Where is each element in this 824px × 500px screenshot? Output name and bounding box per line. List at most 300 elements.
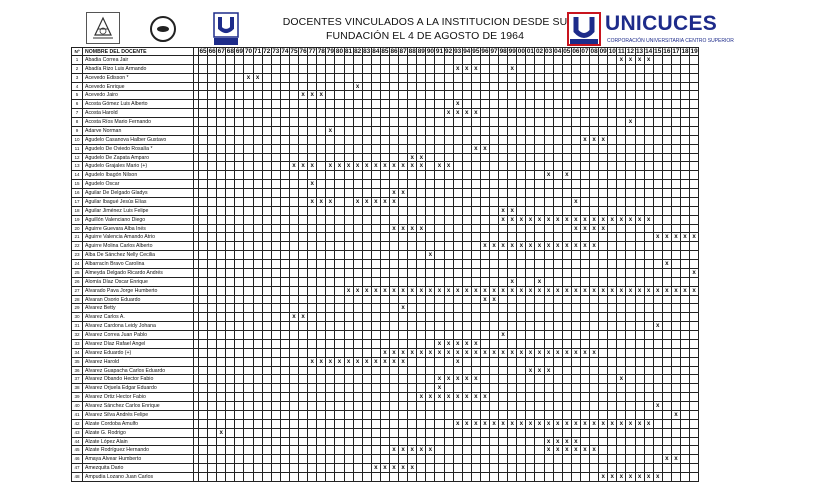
year-cell bbox=[345, 145, 354, 154]
year-cell bbox=[235, 384, 244, 393]
year-cell bbox=[390, 304, 399, 313]
year-mark: x bbox=[308, 198, 317, 207]
teacher-name: Alvarez Betty bbox=[83, 304, 194, 313]
year-cell bbox=[417, 207, 426, 216]
table-row bbox=[71, 100, 699, 109]
year-cell bbox=[363, 393, 372, 402]
year-cell bbox=[390, 375, 399, 384]
year-cell bbox=[426, 180, 435, 189]
year-cell bbox=[399, 127, 408, 136]
year-header: 79 bbox=[326, 48, 334, 55]
year-cell bbox=[326, 455, 335, 464]
year-cell bbox=[326, 180, 335, 189]
year-cell bbox=[581, 322, 590, 331]
year-cell bbox=[636, 393, 645, 402]
year-cell bbox=[317, 136, 326, 145]
year-mark: x bbox=[217, 429, 226, 438]
row-number: 21 bbox=[71, 233, 83, 242]
year-cell bbox=[217, 313, 226, 322]
year-cell bbox=[572, 278, 581, 287]
year-cell bbox=[554, 331, 563, 340]
year-cell bbox=[244, 100, 253, 109]
year-cell bbox=[435, 74, 444, 83]
year-cell bbox=[308, 340, 317, 349]
year-cell bbox=[244, 136, 253, 145]
year-cell bbox=[408, 367, 417, 376]
year-cell bbox=[608, 260, 617, 269]
year-cell bbox=[408, 313, 417, 322]
teacher-name: Alvarez Guapacha Carlos Eduardo bbox=[83, 367, 194, 376]
year-cell bbox=[244, 56, 253, 65]
year-cell bbox=[235, 136, 244, 145]
year-mark: x bbox=[572, 198, 581, 207]
year-cell bbox=[299, 74, 308, 83]
table-row bbox=[71, 207, 699, 216]
year-cell bbox=[617, 207, 626, 216]
year-cell bbox=[372, 269, 381, 278]
year-cell bbox=[381, 313, 390, 322]
year-header: 68 bbox=[226, 48, 234, 55]
year-cell bbox=[508, 304, 517, 313]
year-cell bbox=[645, 438, 654, 447]
year-cell bbox=[345, 331, 354, 340]
year-mark: x bbox=[390, 198, 399, 207]
year-cell bbox=[435, 304, 444, 313]
year-cell bbox=[499, 171, 508, 180]
year-cell bbox=[263, 402, 272, 411]
year-cell bbox=[299, 349, 308, 358]
teacher-name: Alvarez Carlos A. bbox=[83, 313, 194, 322]
year-cell bbox=[199, 367, 208, 376]
year-cell bbox=[481, 446, 490, 455]
year-cell bbox=[226, 136, 235, 145]
year-header: 71 bbox=[254, 48, 262, 55]
year-cell bbox=[526, 340, 535, 349]
year-cell bbox=[290, 402, 299, 411]
year-cell bbox=[681, 384, 690, 393]
year-cell bbox=[636, 65, 645, 74]
year-cell bbox=[235, 420, 244, 429]
year-cell bbox=[317, 171, 326, 180]
year-cell bbox=[545, 180, 554, 189]
year-cell bbox=[535, 56, 544, 65]
year-cell bbox=[226, 349, 235, 358]
year-cell bbox=[317, 189, 326, 198]
year-cell bbox=[199, 260, 208, 269]
year-header: 09 bbox=[599, 48, 607, 55]
year-cell bbox=[499, 304, 508, 313]
year-cell bbox=[435, 189, 444, 198]
year-cell bbox=[590, 278, 599, 287]
year-cell bbox=[254, 56, 263, 65]
year-cell bbox=[490, 367, 499, 376]
year-cell bbox=[326, 251, 335, 260]
year-cell bbox=[399, 145, 408, 154]
year-cell bbox=[235, 446, 244, 455]
year-cell bbox=[235, 74, 244, 83]
year-cell bbox=[645, 402, 654, 411]
year-cell bbox=[545, 100, 554, 109]
year-cell bbox=[445, 242, 454, 251]
year-cell bbox=[581, 473, 590, 482]
year-cell bbox=[663, 162, 672, 171]
year-cell bbox=[508, 225, 517, 234]
year-cell bbox=[526, 402, 535, 411]
year-cell bbox=[672, 473, 681, 482]
year-cell bbox=[390, 216, 399, 225]
table-row bbox=[71, 162, 699, 171]
year-cell bbox=[290, 331, 299, 340]
brand-name: UNICUCES bbox=[605, 12, 718, 35]
year-cell bbox=[326, 109, 335, 118]
year-cell bbox=[390, 207, 399, 216]
year-cell bbox=[426, 207, 435, 216]
year-cell bbox=[317, 367, 326, 376]
year-cell bbox=[454, 91, 463, 100]
year-cell bbox=[626, 233, 635, 242]
year-cell bbox=[290, 438, 299, 447]
year-mark: x bbox=[681, 287, 690, 296]
year-mark: x bbox=[435, 162, 444, 171]
year-cell bbox=[263, 446, 272, 455]
year-cell bbox=[244, 304, 253, 313]
year-cell bbox=[445, 411, 454, 420]
year-mark: x bbox=[572, 216, 581, 225]
year-cell bbox=[326, 216, 335, 225]
year-cell bbox=[254, 313, 263, 322]
table-row bbox=[71, 109, 699, 118]
year-cell bbox=[645, 171, 654, 180]
year-cell bbox=[254, 145, 263, 154]
year-cell bbox=[508, 411, 517, 420]
year-cell bbox=[281, 65, 290, 74]
year-cell bbox=[217, 56, 226, 65]
year-cell bbox=[317, 411, 326, 420]
year-cell bbox=[490, 189, 499, 198]
year-cell bbox=[290, 429, 299, 438]
teacher-name: Acevedo Edisson * bbox=[83, 74, 194, 83]
year-cell bbox=[408, 171, 417, 180]
year-cell bbox=[199, 322, 208, 331]
year-cell bbox=[535, 225, 544, 234]
year-cell bbox=[408, 207, 417, 216]
year-cell bbox=[426, 340, 435, 349]
year-cell bbox=[654, 411, 663, 420]
year-cell bbox=[399, 393, 408, 402]
year-cell bbox=[526, 83, 535, 92]
year-cell bbox=[654, 242, 663, 251]
year-cell bbox=[254, 331, 263, 340]
table-row bbox=[71, 74, 699, 83]
year-mark: x bbox=[563, 349, 572, 358]
year-cell bbox=[472, 136, 481, 145]
year-cell bbox=[363, 367, 372, 376]
year-cell bbox=[208, 198, 217, 207]
year-cell bbox=[363, 136, 372, 145]
row-number: 37 bbox=[71, 375, 83, 384]
year-cell bbox=[299, 233, 308, 242]
year-mark: x bbox=[654, 402, 663, 411]
year-cell bbox=[417, 402, 426, 411]
table-row bbox=[71, 251, 699, 260]
year-cell bbox=[663, 349, 672, 358]
teacher-name: Alvarez Cardona Leidy Johana bbox=[83, 322, 194, 331]
year-mark: x bbox=[499, 207, 508, 216]
teacher-name: Abadía Rizo Luis Armando bbox=[83, 65, 194, 74]
year-cell bbox=[445, 420, 454, 429]
year-cell bbox=[326, 242, 335, 251]
year-cell bbox=[445, 56, 454, 65]
year-cell bbox=[372, 446, 381, 455]
year-cell bbox=[599, 455, 608, 464]
year-cell bbox=[244, 260, 253, 269]
year-mark: x bbox=[426, 393, 435, 402]
year-cell bbox=[636, 313, 645, 322]
year-cell bbox=[690, 375, 699, 384]
year-cell bbox=[272, 154, 281, 163]
year-cell bbox=[690, 464, 699, 473]
year-cell bbox=[445, 154, 454, 163]
year-cell bbox=[672, 331, 681, 340]
year-cell bbox=[290, 242, 299, 251]
year-cell bbox=[381, 171, 390, 180]
year-cell bbox=[590, 322, 599, 331]
year-cell bbox=[645, 251, 654, 260]
year-cell bbox=[254, 384, 263, 393]
year-cell bbox=[581, 207, 590, 216]
year-cell bbox=[581, 56, 590, 65]
year-cell bbox=[563, 260, 572, 269]
year-mark: x bbox=[535, 278, 544, 287]
year-mark: x bbox=[354, 83, 363, 92]
year-cell bbox=[345, 233, 354, 242]
year-cell bbox=[681, 411, 690, 420]
year-cell bbox=[263, 56, 272, 65]
year-mark: x bbox=[545, 349, 554, 358]
year-cell bbox=[636, 296, 645, 305]
year-cell bbox=[299, 304, 308, 313]
year-cell bbox=[226, 145, 235, 154]
year-cell bbox=[654, 118, 663, 127]
year-cell bbox=[454, 118, 463, 127]
year-mark: x bbox=[599, 216, 608, 225]
year-cell bbox=[508, 127, 517, 136]
year-cell bbox=[354, 411, 363, 420]
year-cell bbox=[226, 91, 235, 100]
year-cell bbox=[535, 162, 544, 171]
year-cell bbox=[208, 278, 217, 287]
year-cell bbox=[445, 304, 454, 313]
teacher-name: Aguirre Valencia Amando Atrio bbox=[83, 233, 194, 242]
year-cell bbox=[399, 56, 408, 65]
year-mark: x bbox=[526, 367, 535, 376]
year-cell bbox=[672, 180, 681, 189]
year-cell bbox=[354, 251, 363, 260]
year-cell bbox=[545, 322, 554, 331]
year-cell bbox=[526, 384, 535, 393]
year-mark: x bbox=[463, 420, 472, 429]
year-cell bbox=[499, 251, 508, 260]
year-cell bbox=[499, 269, 508, 278]
year-cell bbox=[545, 233, 554, 242]
year-cell bbox=[435, 198, 444, 207]
year-cell bbox=[490, 260, 499, 269]
year-cell bbox=[217, 464, 226, 473]
year-cell bbox=[581, 180, 590, 189]
year-cell bbox=[608, 145, 617, 154]
year-cell bbox=[363, 242, 372, 251]
year-cell bbox=[244, 109, 253, 118]
year-cell bbox=[481, 269, 490, 278]
year-cell bbox=[244, 242, 253, 251]
year-header: 72 bbox=[263, 48, 271, 55]
year-mark: x bbox=[363, 287, 372, 296]
year-cell bbox=[381, 127, 390, 136]
year-mark: x bbox=[617, 375, 626, 384]
year-cell bbox=[526, 56, 535, 65]
year-cell bbox=[217, 65, 226, 74]
year-cell bbox=[272, 402, 281, 411]
year-cell bbox=[308, 216, 317, 225]
year-cell bbox=[235, 313, 244, 322]
year-cell bbox=[244, 349, 253, 358]
year-mark: x bbox=[390, 358, 399, 367]
year-cell bbox=[244, 313, 253, 322]
year-cell bbox=[399, 455, 408, 464]
year-cell bbox=[545, 313, 554, 322]
year-cell bbox=[617, 127, 626, 136]
year-cell bbox=[581, 375, 590, 384]
year-cell bbox=[535, 438, 544, 447]
year-cell bbox=[636, 154, 645, 163]
year-cell bbox=[381, 296, 390, 305]
year-cell bbox=[345, 304, 354, 313]
year-mark: x bbox=[645, 473, 654, 482]
year-cell bbox=[417, 136, 426, 145]
year-cell bbox=[390, 127, 399, 136]
year-cell bbox=[445, 83, 454, 92]
year-mark: x bbox=[426, 287, 435, 296]
year-mark: x bbox=[463, 349, 472, 358]
year-cell bbox=[345, 171, 354, 180]
year-cell bbox=[454, 446, 463, 455]
year-cell bbox=[626, 109, 635, 118]
year-cell bbox=[381, 375, 390, 384]
year-cell bbox=[563, 154, 572, 163]
year-cell bbox=[272, 349, 281, 358]
year-cell bbox=[490, 83, 499, 92]
year-cell bbox=[672, 446, 681, 455]
year-mark: x bbox=[299, 162, 308, 171]
year-cell bbox=[226, 384, 235, 393]
year-cell bbox=[390, 180, 399, 189]
year-cell bbox=[554, 313, 563, 322]
row-number: 43 bbox=[71, 429, 83, 438]
year-cell bbox=[645, 269, 654, 278]
year-cell bbox=[617, 162, 626, 171]
year-cell bbox=[317, 287, 326, 296]
year-cell bbox=[254, 287, 263, 296]
year-cell bbox=[363, 304, 372, 313]
year-cell bbox=[654, 154, 663, 163]
year-cell bbox=[435, 420, 444, 429]
year-cell bbox=[617, 269, 626, 278]
year-cell bbox=[690, 358, 699, 367]
year-cell bbox=[572, 65, 581, 74]
year-cell bbox=[690, 242, 699, 251]
year-cell bbox=[445, 367, 454, 376]
year-cell bbox=[399, 340, 408, 349]
year-cell bbox=[535, 127, 544, 136]
year-cell bbox=[481, 322, 490, 331]
year-cell bbox=[435, 278, 444, 287]
year-cell bbox=[545, 340, 554, 349]
year-mark: x bbox=[508, 207, 517, 216]
year-cell bbox=[472, 438, 481, 447]
year-cell bbox=[599, 242, 608, 251]
year-cell bbox=[663, 225, 672, 234]
year-cell bbox=[199, 180, 208, 189]
year-cell bbox=[517, 233, 526, 242]
year-cell bbox=[445, 65, 454, 74]
year-cell bbox=[517, 304, 526, 313]
year-cell bbox=[681, 136, 690, 145]
year-cell bbox=[417, 375, 426, 384]
year-cell bbox=[499, 446, 508, 455]
year-cell bbox=[272, 384, 281, 393]
year-cell bbox=[445, 207, 454, 216]
year-cell bbox=[535, 118, 544, 127]
year-cell bbox=[335, 171, 344, 180]
year-cell bbox=[508, 145, 517, 154]
year-cell bbox=[381, 225, 390, 234]
year-cell bbox=[472, 278, 481, 287]
year-cell bbox=[554, 198, 563, 207]
year-cell bbox=[654, 455, 663, 464]
teacher-name: Alvarez Díaz Rafael Angel bbox=[83, 340, 194, 349]
year-cell bbox=[454, 331, 463, 340]
year-cell bbox=[599, 260, 608, 269]
year-cell bbox=[381, 420, 390, 429]
year-mark: x bbox=[408, 162, 417, 171]
year-cell bbox=[299, 296, 308, 305]
year-cell bbox=[636, 189, 645, 198]
year-cell bbox=[308, 145, 317, 154]
year-mark: x bbox=[445, 162, 454, 171]
year-cell bbox=[463, 367, 472, 376]
year-cell bbox=[617, 242, 626, 251]
year-mark: x bbox=[326, 198, 335, 207]
year-cell bbox=[272, 411, 281, 420]
table-row bbox=[71, 287, 699, 296]
year-header: 02 bbox=[535, 48, 544, 55]
year-cell bbox=[681, 473, 690, 482]
table-row bbox=[71, 455, 699, 464]
year-cell bbox=[581, 296, 590, 305]
year-cell bbox=[263, 393, 272, 402]
year-cell bbox=[526, 269, 535, 278]
year-cell bbox=[508, 198, 517, 207]
year-cell bbox=[590, 411, 599, 420]
year-cell bbox=[590, 375, 599, 384]
year-cell bbox=[199, 287, 208, 296]
year-cell bbox=[445, 189, 454, 198]
year-cell bbox=[317, 56, 326, 65]
teacher-name: Aguirre Guevara Alba Inés bbox=[83, 225, 194, 234]
year-cell bbox=[226, 207, 235, 216]
year-cell bbox=[308, 109, 317, 118]
teacher-name: Alvaran Osorio Eduardo bbox=[83, 296, 194, 305]
